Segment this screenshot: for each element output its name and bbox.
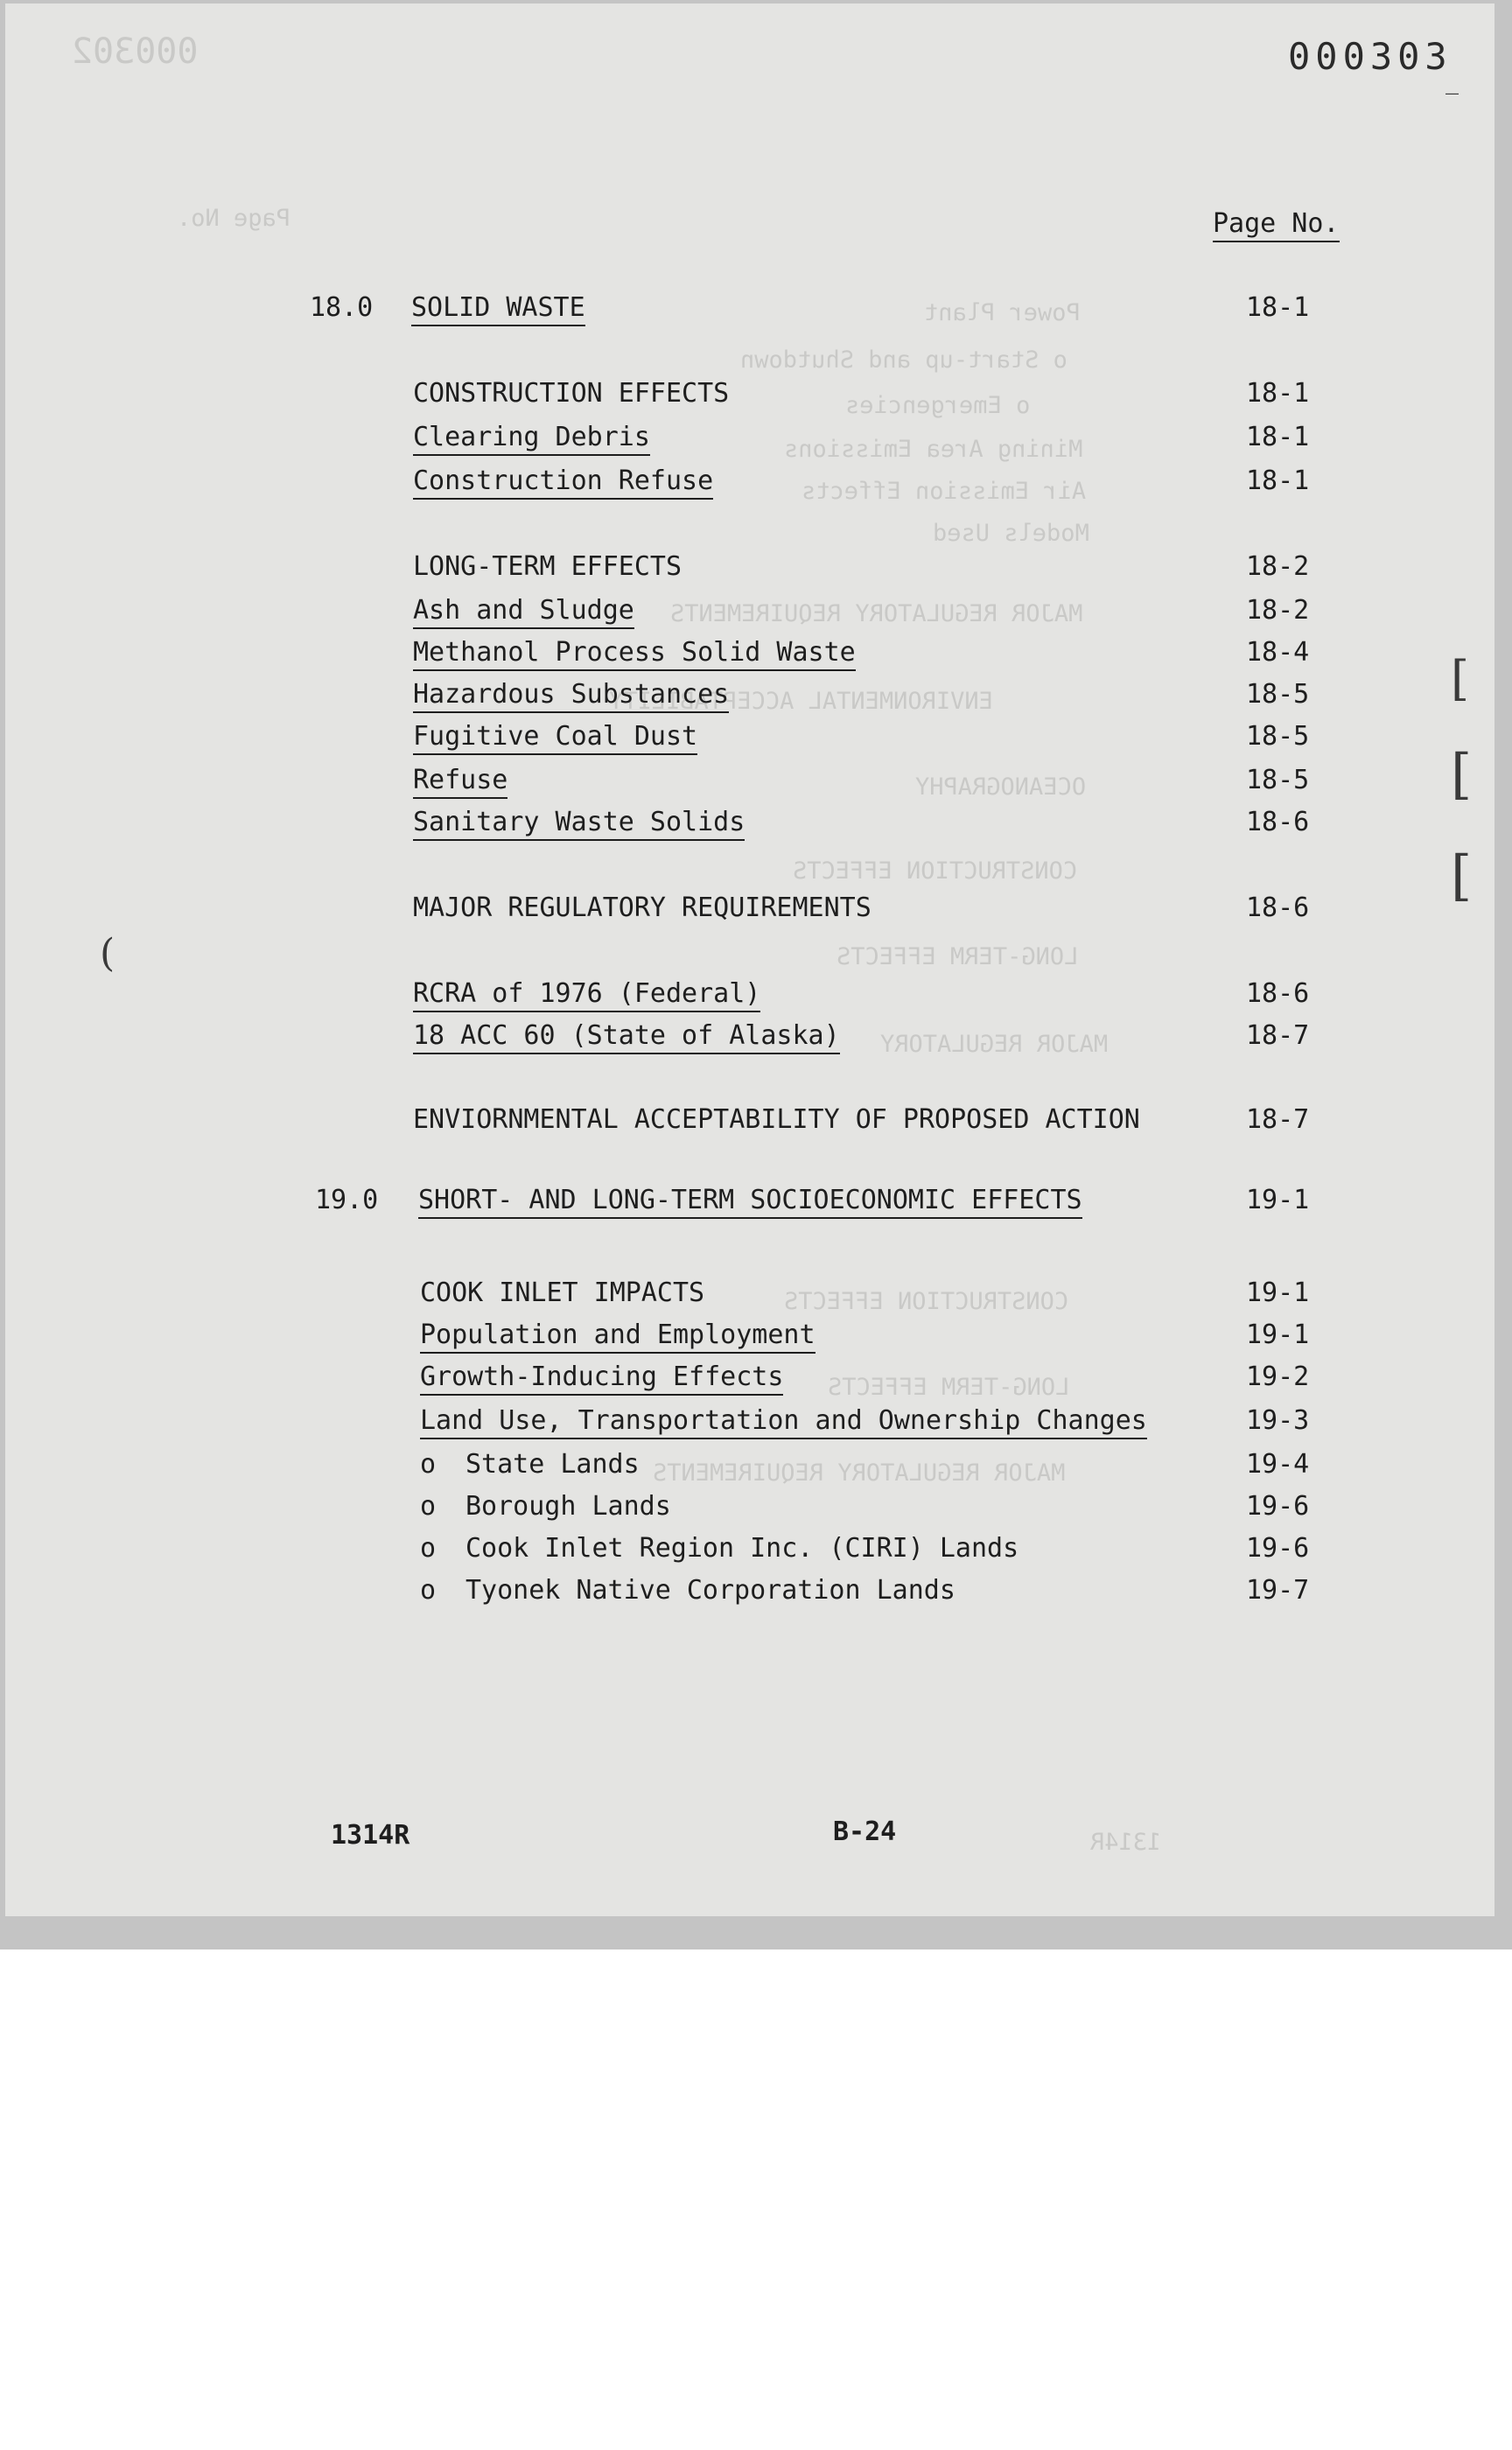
toc-entry-label: RCRA of 1976 (Federal) — [413, 978, 760, 1012]
toc-entry-label: Borough Lands — [466, 1491, 671, 1522]
bleed-through-text: o Start-up and Shutdown — [740, 346, 1068, 374]
bleed-through-text: Models Used — [933, 520, 1089, 547]
toc-page-number: 18-2 — [1246, 551, 1310, 582]
toc-entry-label: Cook Inlet Region Inc. (CIRI) Lands — [466, 1533, 1019, 1564]
toc-bullet-entry — [420, 1575, 956, 1606]
bullet-marker: o — [420, 1533, 437, 1564]
bullet-marker: o — [420, 1575, 437, 1606]
toc-page-number: 18-1 — [1246, 422, 1310, 452]
bleed-through-text: o Emergencies — [845, 392, 1031, 419]
document-page — [5, 4, 1494, 1916]
margin-bracket-mark: [ — [1451, 742, 1473, 806]
bullet-marker: o — [420, 1491, 437, 1522]
toc-page-number: 18-5 — [1246, 765, 1310, 795]
toc-entry-label: Growth-Inducing Effects — [420, 1362, 783, 1396]
page-no-header: Page No. — [1213, 208, 1340, 242]
toc-entry-label: State Lands — [466, 1449, 640, 1480]
section-page-number: 18-1 — [1246, 292, 1310, 323]
toc-subheading: COOK INLET IMPACTS — [420, 1278, 705, 1308]
bullet-marker: o — [420, 1449, 437, 1480]
toc-entry-label: Fugitive Coal Dust — [413, 721, 697, 755]
toc-page-number: 19-1 — [1246, 1278, 1310, 1308]
toc-page-number: 18-5 — [1246, 721, 1310, 752]
bleed-through-text: 1314R — [1090, 1829, 1162, 1856]
toc-page-number: 18-6 — [1246, 892, 1310, 923]
toc-page-number: 19-3 — [1246, 1405, 1310, 1436]
toc-subheading: CONSTRUCTION EFFECTS — [413, 378, 730, 409]
toc-subheading: MAJOR REGULATORY REQUIREMENTS — [413, 892, 872, 923]
margin-bracket-mark: [ — [1451, 844, 1473, 907]
toc-entry-label: Clearing Debris — [413, 422, 650, 456]
toc-page-number: 18-1 — [1246, 378, 1310, 409]
toc-entry-label: Hazardous Substances — [413, 679, 729, 713]
toc-page-number: 18-6 — [1246, 807, 1310, 837]
toc-page-number: 19-7 — [1246, 1575, 1310, 1606]
toc-page-number: 18-2 — [1246, 595, 1310, 626]
toc-page-number: 19-6 — [1246, 1533, 1310, 1564]
toc-page-number: 18-7 — [1246, 1104, 1310, 1135]
footer-page-number: B-24 — [833, 1816, 897, 1847]
section-number: 18.0 — [310, 292, 374, 323]
section-page-number: 19-1 — [1246, 1185, 1310, 1215]
bleed-through-text: Air Emission Effects — [802, 478, 1087, 505]
toc-entry-label: Population and Employment — [420, 1320, 816, 1354]
toc-bullet-entry — [420, 1533, 1018, 1564]
toc-subheading: ENVIORNMENTAL ACCEPTABILITY OF PROPOSED ACTION — [413, 1104, 1140, 1135]
toc-page-number: 19-4 — [1246, 1449, 1310, 1480]
bleed-through-text: Mining Area Emissions — [784, 436, 1083, 463]
bleed-through-text: ENVIRONMENTAL ACCEPTABILITY — [609, 688, 993, 715]
section-title: SOLID WASTE — [411, 292, 585, 326]
bleed-through-text: MAJOR REGULATORY — [880, 1031, 1109, 1058]
bleed-through-text: Page No. — [177, 205, 291, 232]
bleed-through-text: CONSTRUCTION EFFECTS — [793, 858, 1078, 885]
document-number: 000303 — [1288, 35, 1452, 78]
toc-page-number: 18-1 — [1246, 466, 1310, 496]
footer-code: 1314R — [331, 1820, 410, 1851]
toc-subheading: LONG-TERM EFFECTS — [413, 551, 682, 582]
toc-bullet-entry — [420, 1449, 640, 1480]
toc-page-number: 19-2 — [1246, 1362, 1310, 1392]
margin-paren-mark: ( — [100, 931, 116, 976]
toc-page-number: 18-7 — [1246, 1020, 1310, 1051]
toc-bullet-entry — [420, 1491, 671, 1522]
toc-entry-label: Ash and Sludge — [413, 595, 634, 629]
toc-entry-label: Sanitary Waste Solids — [413, 807, 745, 841]
toc-entry-label: Tyonek Native Corporation Lands — [466, 1575, 956, 1606]
bleed-through-text: OCEANOGRAPHY — [915, 774, 1087, 801]
margin-stroke-mark: _ — [1446, 65, 1459, 95]
margin-bracket-mark: [ — [1451, 651, 1470, 706]
section-number: 19.0 — [315, 1185, 379, 1215]
toc-entry-label: Land Use, Transportation and Ownership Changes — [420, 1405, 1147, 1439]
bleed-through-text: MAJOR REGULATORY REQUIREMENTS — [670, 600, 1083, 627]
toc-page-number: 18-5 — [1246, 679, 1310, 710]
toc-entry-label: Methanol Process Solid Waste — [413, 637, 856, 671]
bleed-through-text: CONSTRUCTION EFFECTS — [784, 1288, 1069, 1315]
bleed-through-text: MAJOR REGULATORY REQUIREMENTS — [653, 1460, 1066, 1487]
bleed-through-text: Power Plant — [924, 299, 1081, 326]
toc-entry-label: 18 ACC 60 (State of Alaska) — [413, 1020, 840, 1054]
bleed-through-text: LONG-TERM EFFECTS — [836, 943, 1079, 970]
toc-page-number: 18-6 — [1246, 978, 1310, 1009]
toc-page-number: 19-6 — [1246, 1491, 1310, 1522]
bleed-through-text: LONG-TERM EFFECTS — [828, 1374, 1070, 1401]
bleed-through-docnum: 000302 — [72, 32, 199, 72]
toc-page-number: 18-4 — [1246, 637, 1310, 668]
toc-page-number: 19-1 — [1246, 1320, 1310, 1350]
toc-entry-label: Refuse — [413, 765, 508, 799]
section-title: SHORT- AND LONG-TERM SOCIOECONOMIC EFFECTS — [418, 1185, 1082, 1219]
toc-entry-label: Construction Refuse — [413, 466, 713, 500]
